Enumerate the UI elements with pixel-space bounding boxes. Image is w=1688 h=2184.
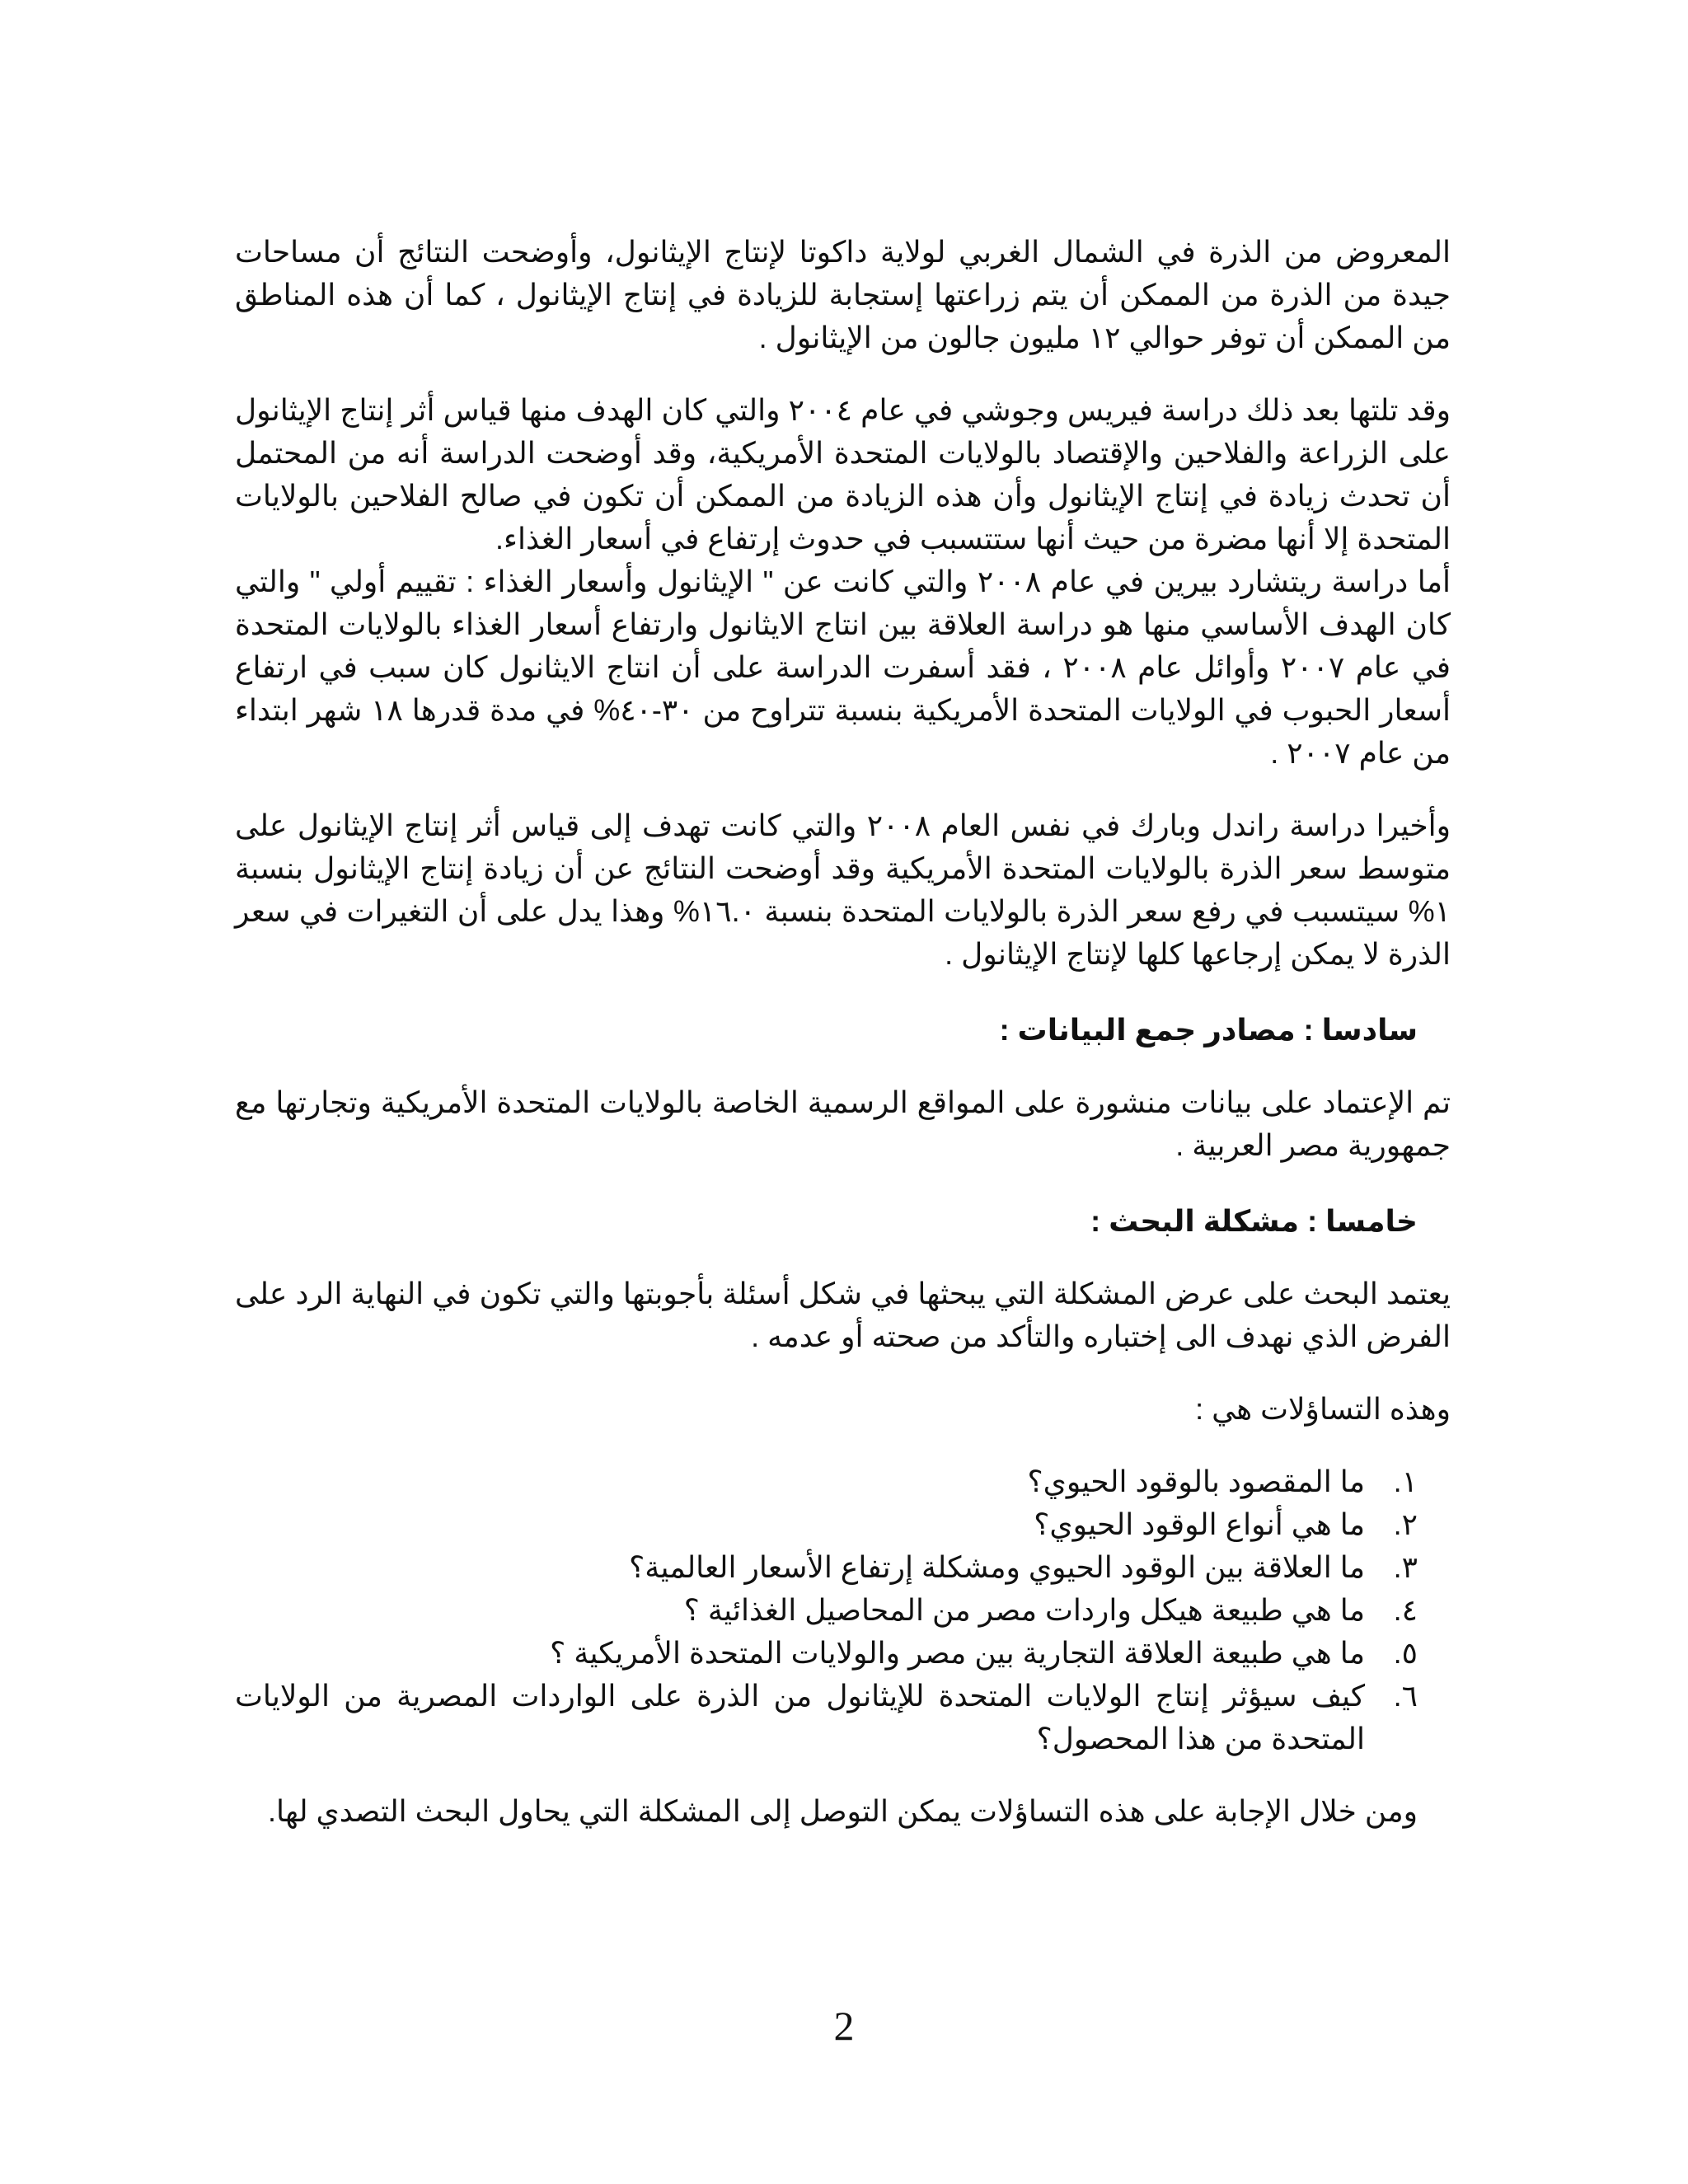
body-paragraph: يعتمد البحث على عرض المشكلة التي يبحثها في شكل أسئلة بأجوبتها والتي تكون في النهاية الرد على الفرض الذي نهدف الى إختباره والتأكد من صحته أو عدمه . — [235, 1277, 1451, 1353]
list-item-number: ٣. — [1393, 1550, 1418, 1584]
list-item — [235, 1546, 1451, 1589]
section-heading-research-problem: خامسا : مشكلة البحث : — [1090, 1204, 1418, 1238]
list-item-text: ما المقصود بالوقود الحيوي؟ — [1027, 1465, 1365, 1498]
list-item-number: ٢. — [1393, 1507, 1418, 1541]
list-item-text: ما هي أنواع الوقود الحيوي؟ — [1034, 1507, 1365, 1541]
list-item-number: ١. — [1393, 1465, 1418, 1498]
questions-intro: وهذه التساؤلات هي : — [1195, 1392, 1451, 1426]
body-paragraph: تم الإعتماد على بيانات منشورة على المواقع الرسمية الخاصة بالولايات المتحدة الأمريكية وتجارتها مع جمهورية مصر العربية . — [235, 1085, 1451, 1162]
list-item — [235, 1632, 1451, 1675]
page-content — [235, 231, 1451, 1833]
list-item-text: ما هي طبيعة العلاقة التجارية بين مصر والولايات المتحدة الأمريكية ؟ — [550, 1636, 1365, 1670]
list-item — [235, 1589, 1451, 1632]
list-item-text: كيف سيؤثر إنتاج الولايات المتحدة للإيثانول من الذرة على الواردات المصرية من الولايات المتحدة من هذا المحصول؟ — [235, 1679, 1365, 1755]
list-item-number: ٤. — [1393, 1593, 1418, 1627]
list-item — [235, 1675, 1451, 1760]
closing-paragraph: ومن خلال الإجابة على هذه التساؤلات يمكن التوصل إلى المشكلة التي يحاول البحث التصدي لها. — [268, 1794, 1418, 1828]
body-paragraph: المعروض من الذرة في الشمال الغربي لولاية داكوتا لإنتاج الإيثانول، وأوضحت النتائج أن مساحات جيدة من الذرة من الممكن أن يتم زراعتها إستجابة للزيادة في إنتاج الإيثانول ، كما أن هذه المناطق من الممكن أن توفر حوالي ١٢ مليون جالون من الإيثانول . — [235, 235, 1451, 354]
body-paragraph: وقد تلتها بعد ذلك دراسة فيريس وجوشي في عام ٢٠٠٤ والتي كان الهدف منها قياس أثر إنتاج الإيثانول على الزراعة والفلاحين والإقتصاد بالولايات المتحدة الأمريكية، وقد أوضحت الدراسة أنه من المحتمل أن تحدث زيادة في إنتاج الإيثانول وأن هذه الزيادة من الممكن أن تكون في صالح الفلاحين بالولايات المتحدة إلا أنها مضرة من حيث أنها ستتسبب في حدوث إرتفاع في أسعار الغذاء. — [235, 393, 1451, 555]
list-item — [235, 1460, 1451, 1503]
list-item-number: ٥. — [1393, 1636, 1418, 1670]
list-item-text: ما هي طبيعة هيكل واردات مصر من المحاصيل الغذائية ؟ — [683, 1593, 1365, 1627]
page-number: 2 — [833, 2003, 855, 2049]
questions-list — [235, 1460, 1451, 1760]
section-heading-data-sources: سادسا : مصادر جمع البيانات : — [999, 1013, 1418, 1047]
body-paragraph: أما دراسة ريتشارد بيرين في عام ٢٠٠٨ والتي كانت عن " الإيثانول وأسعار الغذاء : تقييم أولي " والتي كان الهدف الأساسي منها هو دراسة العلاقة بين انتاج الايثانول وارتفاع أسعار الغذاء بالولايات المتحدة في عام ٢٠٠٧ وأوائل عام ٢٠٠٨ ، فقد أسفرت الدراسة على أن انتاج الايثانول كان سبب في ارتفاع أسعار الحبوب في الولايات المتحدة الأمريكية بنسبة تتراوح من ٣٠-٤٠% في مدة قدرها ١٨ شهر ابتداء من عام ٢٠٠٧ . — [235, 565, 1451, 770]
list-item-text: ما العلاقة بين الوقود الحيوي ومشكلة إرتفاع الأسعار العالمية؟ — [629, 1550, 1365, 1584]
list-item — [235, 1503, 1451, 1546]
body-paragraph: وأخيرا دراسة راندل وبارك في نفس العام ٢٠٠٨ والتي كانت تهدف إلى قياس أثر إنتاج الإيثانول على متوسط سعر الذرة بالولايات المتحدة الأمريكية وقد أوضحت النتائج عن أن زيادة إنتاج الإيثانول بنسبة ١% سيتسبب في رفع سعر الذرة بالولايات المتحدة بنسبة ١٦.٠% وهذا يدل على أن التغيرات في سعر الذرة لا يمكن إرجاعها كلها لإنتاج الإيثانول . — [235, 808, 1451, 971]
list-item-number: ٦. — [1393, 1679, 1418, 1713]
